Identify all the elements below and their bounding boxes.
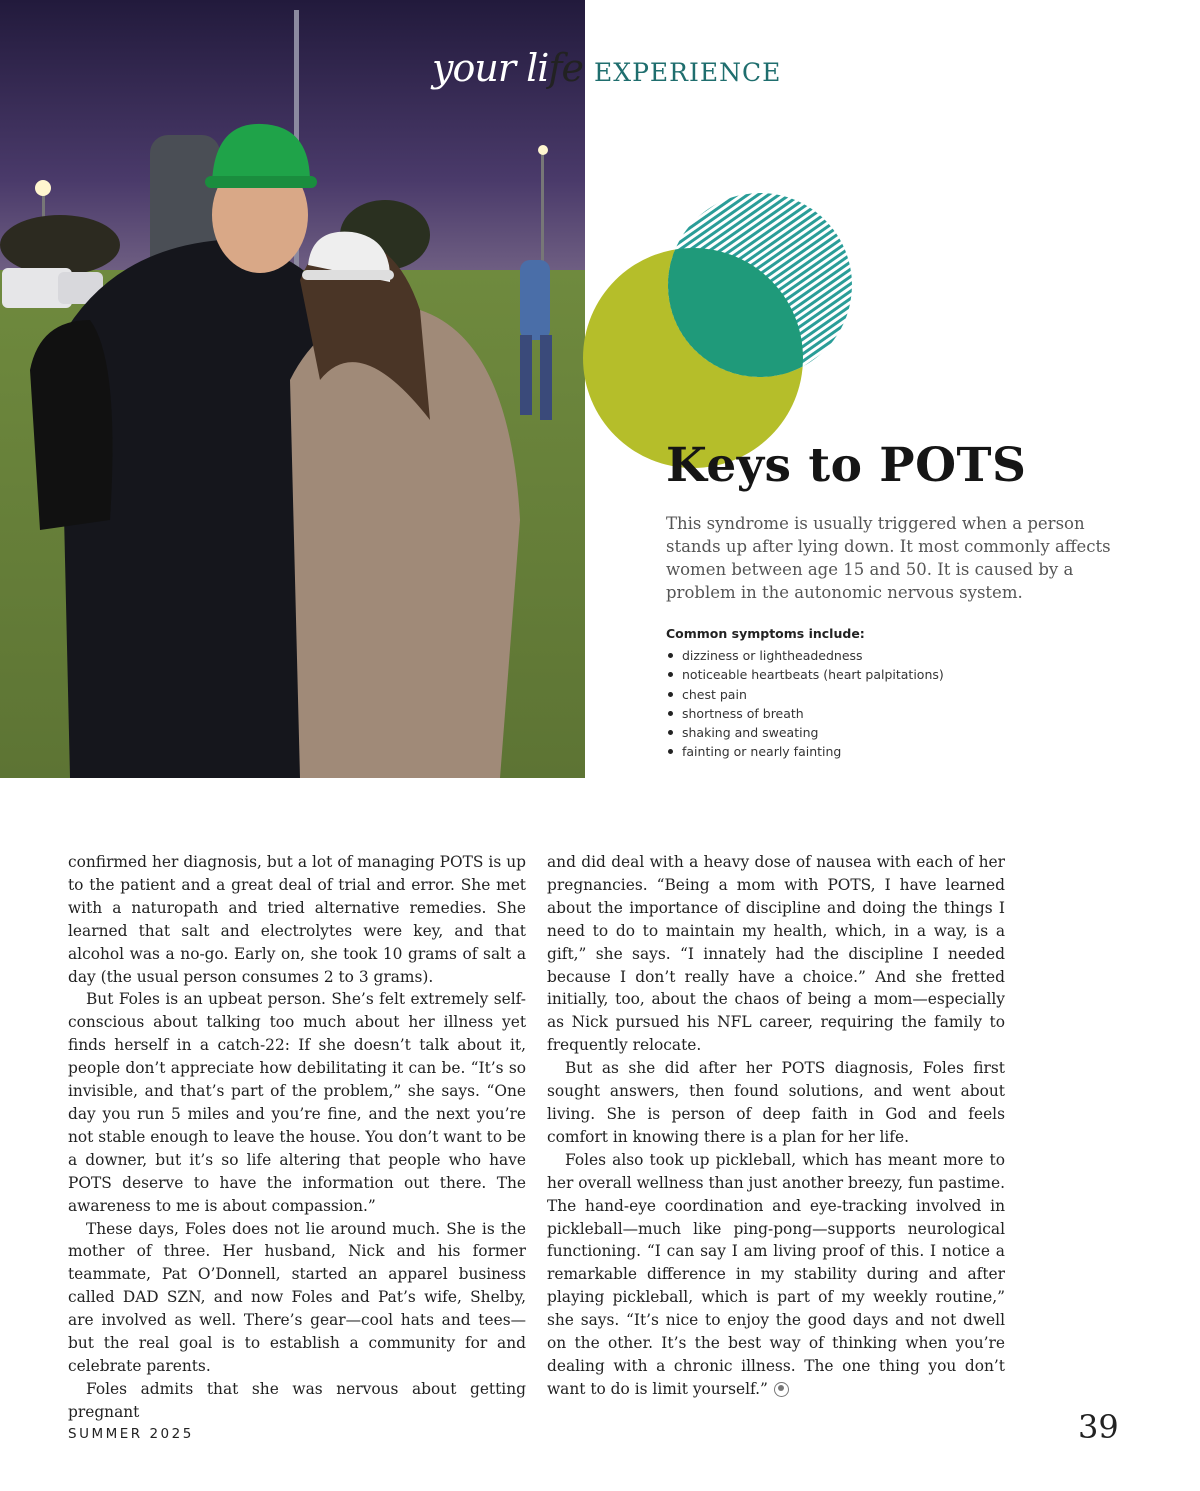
section-script-title-end: fe — [548, 46, 583, 90]
page-number: 39 — [1078, 1408, 1119, 1446]
article-paragraph-last — [547, 1149, 1005, 1401]
end-mark-icon — [774, 1382, 789, 1397]
footer-issue: SUMMER 2025 — [68, 1426, 194, 1442]
couple-photo-illustration — [0, 0, 585, 778]
decorative-circles — [575, 160, 865, 480]
sidebar-title: Keys to POTS — [666, 438, 1027, 493]
sidebar-intro: This syndrome is usually triggered when a person stands up after lying down. It most commonly affects women between age 15 and 50. It is caused by a problem in the autonomic nervous system. — [666, 514, 1111, 602]
section-label: EXPERIENCE — [594, 58, 782, 87]
section-header — [432, 46, 781, 90]
symptom-item: shortness of breath — [666, 704, 944, 723]
article-paragraph: confirmed her diagnosis, but a lot of managing POTS is up to the patient and a great deal of trial and error. She met with a naturopath and tried alternative remedies. She learned that salt and electrolytes were key, and that alcohol was a no-go. Early on, she took 10 grams of salt a day (the usual person consumes 2 to 3 grams). — [68, 853, 526, 986]
article-paragraph-text: Foles also took up pickleball, which has meant more to her overall wellness than just another breezy, fun pastime. The hand-eye coordination and eye-tracking involved in pickleball—much like ping-pong—supports neurological functioning. “I can say I am living proof of this. I notice a remarkable difference in my stability during and after playing pickleball, which is part of my weekly routine,” she says. “It’s nice to enjoy the good days and not dwell on the other. It’s the best way of thinking when you’re dealing with a chronic illness. The one thing you don’t want to do is limit yourself.” — [547, 1150, 1005, 1398]
symptom-item: fainting or nearly fainting — [666, 742, 944, 761]
symptom-item: noticeable heartbeats (heart palpitations) — [666, 665, 944, 684]
article-paragraph: and did deal with a heavy dose of nausea with each of her pregnancies. “Being a mom with POTS, I have learned about the importance of discipline and doing the things I need to do to maintain my health, which, in a way, is a gift,” she says. “I innately had the discipline I needed because I don’t really have a choice.” And she fretted initially, too, about the chaos of being a mom—especially as Nick pursued his NFL career, requiring the family to frequently relocate. — [547, 853, 1005, 1055]
symptom-item: dizziness or lightheadedness — [666, 646, 944, 665]
symptom-item: chest pain — [666, 685, 944, 704]
article-paragraph: But as she did after her POTS diagnosis, Foles first sought answers, then found solutions, and went about living. She is person of deep faith in God and feels comfort in knowing there is a plan for her life. — [547, 1059, 1005, 1146]
feature-photo — [0, 0, 585, 778]
symptoms-heading: Common symptoms include: — [666, 626, 865, 641]
article-paragraph: Foles admits that she was nervous about getting pregnant — [68, 1379, 526, 1421]
article-column-right — [547, 851, 1005, 1401]
article-paragraph: But Foles is an upbeat person. She’s felt extremely self-conscious about talking too much about her illness yet finds herself in a catch-22: If she doesn’t talk about it, people don’t appreciate how debilitating it can be. “It’s so invisible, and that’s part of the problem,” she says. “One day you run 5 miles and you’re fine, and the next you’re not stable enough to leave the house. You don’t want to be a downer, but it’s so life altering that people who have POTS deserve to have the information out there. The awareness to me is about compassion.” — [68, 990, 526, 1215]
article-paragraph: These days, Foles does not lie around much. She is the mother of three. Her husband, Nick and his former teammate, Pat O’Donnell, started an apparel business called DAD SZN, and now Foles and Pat’s wife, Shelby, are involved as well. There’s gear—cool hats and tees—but the real goal is to establish a community for and celebrate parents. — [68, 1219, 526, 1375]
symptom-item: shaking and sweating — [666, 723, 944, 742]
section-script-title: your li — [432, 46, 549, 90]
article-column-left — [68, 851, 526, 1424]
symptoms-list — [666, 646, 944, 762]
